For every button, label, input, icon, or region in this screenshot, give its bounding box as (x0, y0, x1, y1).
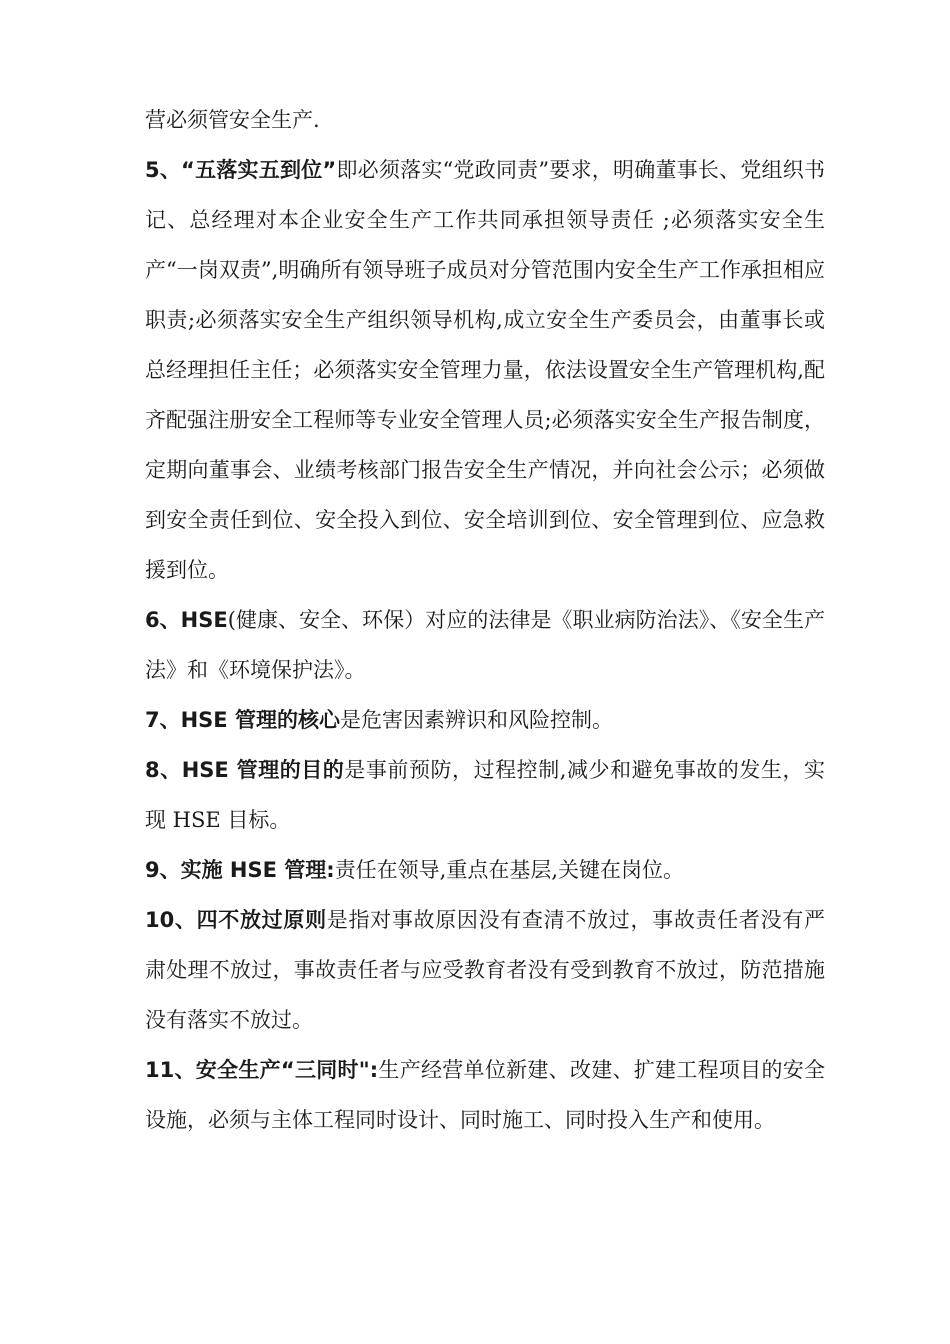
paragraph-8-hse-purpose (145, 745, 825, 845)
paragraph-heading: 9、实施 HSE 管理: (145, 858, 335, 882)
paragraph-body: 营必须管安全生产. (145, 108, 320, 132)
paragraph-10-four-nots-principle (145, 895, 825, 1045)
paragraph-body: 责任在领导,重点在基层,关键在岗位。 (334, 858, 685, 882)
paragraph-heading: 10、四不放过原则 (145, 908, 327, 932)
paragraph-body: (健康、安全、环保）对应的法律是《职业病防治法》、《安全生产法》和《环境保护法》。 (145, 608, 825, 682)
document-page (145, 95, 825, 1145)
paragraph-heading: 11、安全生产“三同时": (145, 1058, 379, 1082)
paragraph-body: 是指对事故原因没有查清不放过，事故责任者没有严肃处理不放过，事故责任者与应受教育者没有受到教育不放过，防范措施没有落实不放过。 (145, 908, 825, 1032)
paragraph-heading: 8、HSE 管理的目的 (145, 758, 345, 782)
paragraph-11-three-simultaneities (145, 1045, 825, 1145)
paragraph-heading: 7、HSE 管理的核心 (145, 708, 340, 732)
paragraph-9-hse-implementation (145, 845, 825, 895)
paragraph-continued (145, 95, 825, 145)
paragraph-5-five-implementations (145, 145, 825, 595)
paragraph-body: 是危害因素辨识和风险控制。 (339, 708, 613, 732)
paragraph-body: 是事前预防，过程控制,减少和避免事故的发生，实现 HSE 目标。 (145, 758, 825, 832)
paragraph-body: 即必须落实“党政同责”要求，明确董事长、党组织书记、总经理对本企业安全生产工作共同承担领导责任 ;必须落实安全生产“一岗双责”,明确所有领导班子成员对分管范围内安全生产工作承担相应职责;必须落实安全生产组织领导机构,成立安全生产委员会，由董事长或总经理担任主任；必须落实安全管理力量，依法设置安全生产管理机构,配齐配强注册安全工程师等专业安全管理人员;必须落实安全生产报告制度，定期向董事会、业绩考核部门报告安全生产情况，并向社会公示；必须做到安全责任到位、安全投入到位、安全培训到位、安全管理到位、应急救援到位。 (145, 158, 825, 582)
paragraph-heading: 5、“五落实五到位” (145, 158, 337, 182)
paragraph-7-hse-core (145, 695, 825, 745)
paragraph-heading: 6、HSE (145, 608, 228, 632)
paragraph-6-hse-laws (145, 595, 825, 695)
paragraph-body: 生产经营单位新建、改建、扩建工程项目的安全设施，必须与主体工程同时设计、同时施工、同时投入生产和使用。 (145, 1058, 825, 1132)
